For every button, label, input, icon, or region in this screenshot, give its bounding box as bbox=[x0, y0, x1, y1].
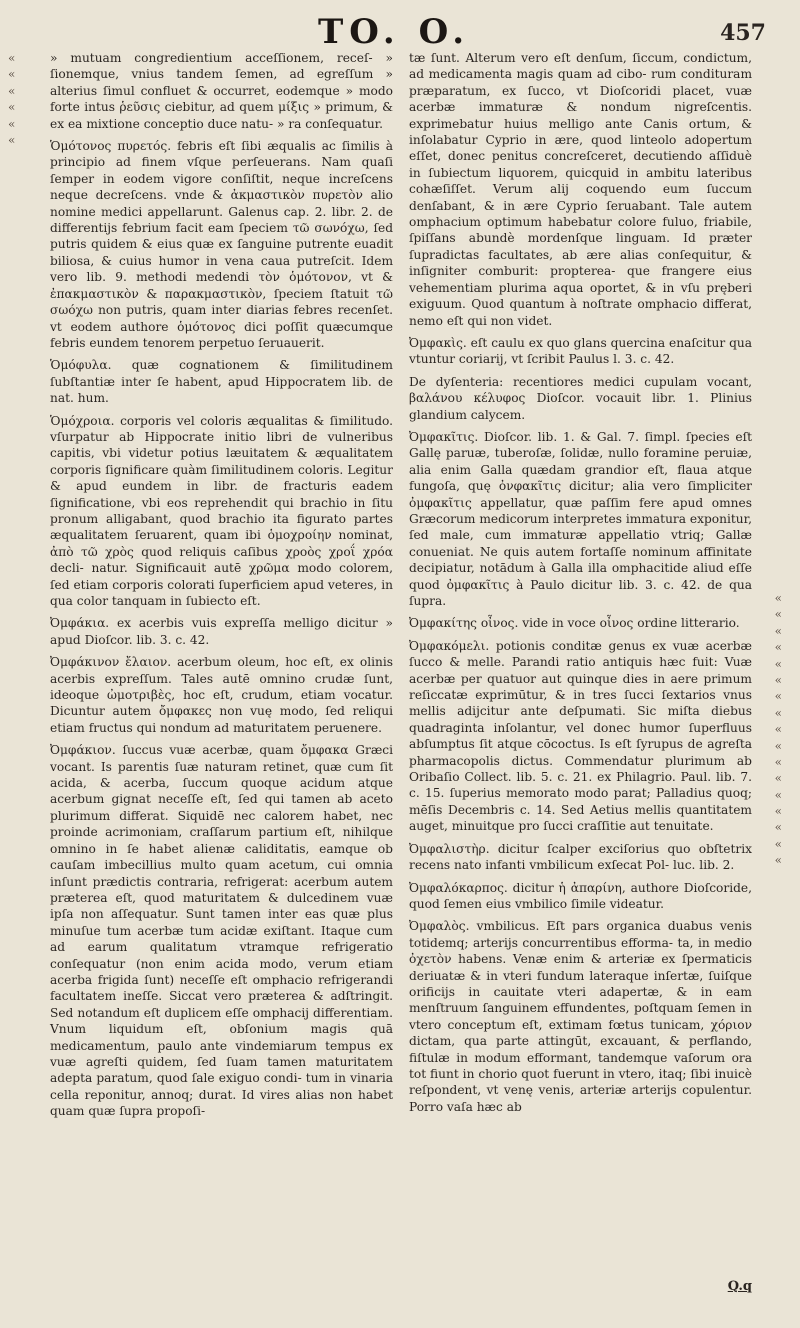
margin-mark: « bbox=[774, 689, 782, 704]
margin-mark: « bbox=[8, 100, 16, 115]
margin-mark: « bbox=[774, 754, 782, 769]
margin-mark: « bbox=[774, 656, 782, 671]
entry-omphakitis: Ὀμφακῖτις. Dioſcor. lib. 1. & Gal. 7. ſimpl. ſpecies eſt Gallę paruæ, tuberoſæ, ſolidæ, nullo foramine peruiæ, alia enim Galla quædam grandior eſt, flaua atque fungoſa, quę ὀνφακῖτις dicitur; alia vero ſimpliciter ὀμφακῖτις appellatur, quæ paſſim fere apud omnes Græcorum medicorum interpretes immatura exponitur, ſed male, cum immaturæ appellatio vtriq; Gallæ conueniat. Ne quis autem fortaſſe nominum affinitate decipiatur, notādum à Galla illa omphacitide aliud eſſe quod ὀμφακῖτις à Paulo dicitur lib. 3. c. 42. de qua ſupra. bbox=[409, 429, 752, 608]
entry-omphakis: Ὀμφακὶς. eſt caulu ex quo glans quercina enaſcitur qua vtuntur coriarij, vt ſcribit Paulus l. 3. c. 42. bbox=[409, 335, 752, 367]
entry-dysenteria: De dyſenteria: recentiores medici cupulam vocant, βαλάνου κέλυφος Dioſcor. vocauit libr. 1. Plinius glandium calycem. bbox=[409, 374, 752, 422]
entry-homophyla: Ὁμόφυλα. quæ cognationem & ſimilitudinem ſubſtantiæ inter ſe habent, apud Hippocratem lib. de nat. hum. bbox=[50, 358, 393, 406]
entry-omphakites-oinos: Ὀμφακίτης οἶνος. vide in voce οἶνος ordine litterario. bbox=[409, 616, 740, 631]
margin-mark: « bbox=[774, 640, 782, 655]
margin-mark: « bbox=[774, 853, 782, 868]
entry-omphakomeli: Ὀμφακόμελι. potionis conditæ genus ex vuæ acerbæ ſucco & melle. Parandi ratio antiquis hæc fuit: Vuæ acerbæ per quatuor aut quinque dies in aere primum reſiccatæ exprimūtur, & in tres ſucci ſextarios vnus mellis adijcitur ante deſpumati. Sic miſta diebus quadraginta inſolantur, vel donec humor ſuperfluus abſumptus ſit atque cōcoctus. Is eſt ſyrupus de agreſta pharmacopolis dictus. Commendatur plurimum ab Oribaſio Collect. lib. 5. c. 21. ex Philagrio. Paul. lib. 7. c. 15. ſuperius memorato modo parat; Palladius quoq; mēſis Decembris c. 14. Sed Aetius mellis quantitatem auget, minuitque pro ſucci craſſitie aut tenuitate. bbox=[409, 638, 752, 834]
margin-mark: « bbox=[8, 51, 16, 65]
margin-mark: « bbox=[774, 722, 782, 737]
page-number: 457 bbox=[720, 20, 766, 46]
margin-mark: « bbox=[774, 820, 782, 835]
text-columns bbox=[8, 50, 782, 1298]
entry-omphakion: Ὀμφάκιον. ſuccus vuæ acerbæ, quam ὄμφακα Græci vocant. Is parentis ſuæ naturam retinet, quæ cum ſit acida, & acerba, ſuccum quoque acidum atque acerbum gignat neceſſe eſt, ſed qui tamen ab aceto plurimum differat. Siquidē nec calorem habet, nec proinde acrimoniam, craſſarum partium eſt, nihilque omnino in ſe habet alienæ caliditatis, eamque ob cauſam imbecillius multo quam acetum, cui omnia inſunt prædictis contraria, refrigerat: acerbum autem præterea eſt, quod maturitatem & dulcedinem vuæ ipſa non aſſequatur. Sunt tamen inter eas quæ plus minuſue tum acerbæ tum acidæ exiſtant. Itaque cum ad earum qualitatum vtramque refrigeratio conſequatur (non enim acida modo, verum etiam acerba frigida ſunt) neceſſe eſt omphacio refrigerandi facultatem ineſſe. Siccat vero præterea & adſtringit. Sed notandum eſt duplicem eſſe omphacij differentiam. Vnum liquidum eſt, obſonium magis quā medicamentum, paulo ante vindemiarum tempus ex vuæ agreſti quidem, ſed ſuam tamen maturitatem adepta paratum, quod ſale exiguo condi- tum in vinaria cella reponitur, annoq; durat. Id vires alias non habet quam quæ ſupra propoſi- bbox=[50, 743, 393, 1119]
entry-omphalokarpos: Ὀμφαλόκαρπος. dicitur ἡ ἀπαρίνη, authore Dioſcoride, quod ſemen eius vmbilico ſimile videatur. bbox=[409, 880, 752, 911]
left-column bbox=[8, 50, 393, 1298]
margin-mark: « bbox=[774, 787, 782, 802]
margin-mark: « bbox=[774, 836, 782, 851]
catchword: Q.q bbox=[727, 1279, 752, 1294]
margin-mark: « bbox=[774, 738, 782, 753]
margin-mark: « bbox=[8, 116, 16, 131]
entry-homotonos: Ὁμότονος πυρετός. febris eſt ſibi æqualis ac ſimilis à principio ad finem vſque perſeuerans. Nam quaſi ſemper in eodem vigore conſiſtit, neque increſcens neque decreſcens. vnde & ἀκμαστικὸν πυρετὸν alio nomine medici appellarunt. Galenus cap. 2. libr. 2. de differentijs febrium facit eam ſpeciem τῶ σωνόχω, ſed putris quidem & eius quæ ex ſanguine putrente euadit biliosa, & cuius humor in vena caua putreſcit. Idem vero lib. 9. methodi medendi τὸν ὁμότονον, vt & ἐπακμαστικὸν & παρακμαστικὸν, ſpeciem ſtatuit τῶ σωόχω non putris, quam inter diarias febres recenſet. vt eodem authore ὁμότονος dici poſſit quæcumque febris eundem tenorem perpetuo ſeruauerit. bbox=[50, 139, 393, 350]
entry-paragraph: » mutuam congredientium acceſſionem, receſ- » ſionemque, vnius tandem ſemen, ad egreſſum » alterius ſimul confluet & occurret, eodemque » modo forte intus ῥεῦσις ciebitur, ad quem μίξις » primum, & ex ea mixtione conceptio duce natu- » ra conſequatur. bbox=[50, 51, 393, 131]
entry-omphalister: Ὀμφαλιστὴρ. dicitur ſcalper exciſorius quo obſtetrix recens nato infanti vmbilicum exſecat Pol- luc. lib. 2. bbox=[409, 841, 752, 873]
margin-mark: « bbox=[774, 804, 782, 819]
margin-mark: « bbox=[774, 591, 782, 605]
margin-mark: « bbox=[774, 771, 782, 786]
entry-omphalos: Ὀμφαλὸς. vmbilicus. Eſt pars organica duabus venis totidemq; arterijs concurrentibus efforma- ta, in medio ὀχετὸν habens. Venæ enim & arteriæ ex ſpermaticis deriuatæ & in vteri fundum lateraque inſertæ, ſuiſque orificijs in cauitate vteri adapertæ, & in eam menſtruum ſanguinem effundentes, poſtquam ſemen in vtero conceptum eſt, extimam fœtus tunicam, χόριον dictam, qua parte attingūt, excauant, & perflando, fiſtulæ in modum efformant, tandemque vaſorum ora tot fiunt in chorio quot fuerunt in vtero, itaq; ſibi inuicè reſpondent, vt venę venis, arteriæ arterijs copulentur. Porro vaſa hæc ab bbox=[409, 919, 752, 1114]
margin-mark: « bbox=[774, 705, 782, 720]
margin-mark: « bbox=[8, 132, 16, 147]
margin-mark: « bbox=[774, 672, 782, 687]
entry-continuation: tæ ſunt. Alterum vero eſt denſum, ſiccum, condictum, ad medicamenta magis quam ad cibo- rum condituram præparatum, ex ſucco, vt Dioſcoridi placet, vuæ acerbæ immaturæ & nondum nigreſcentis. exprimebatur huius melligo ante Canis ortum, & inſolabatur Cyprio in ære, quod linteolo adopertum eſſet, donec penitus concreſceret, decutiendo aſſiduè in ſubiectum liquorem, quicquid in ambitu lateribus cohæſiſſet. Verum alij coquendo eum ſuccum denſabant, & in ære Cyprio ſeruabant. Tale autem omphacium optimum habebatur colore fuluo, friabile, ſpiſſans abundè mordenſque linguam. Id præter ſupradictas facultates, ab ære alias conſequitur, & inſigniter comburit: propterea- que frangere eius vehementiam plurima aqua oportet, & in vſu pręberi exiguum. Quod quantum à noſtrate omphacio differat, nemo eſt qui non videt. bbox=[409, 51, 752, 328]
margin-mark: « bbox=[8, 67, 16, 82]
entry-omphakia: Ὀμφάκια. ex acerbis vuis expreſſa melligo dicitur » apud Dioſcor. lib. 3. c. 42. bbox=[50, 616, 393, 647]
right-margin-quote-marks bbox=[760, 590, 782, 869]
margin-mark: « bbox=[774, 607, 782, 622]
margin-mark: « bbox=[774, 623, 782, 638]
left-margin-quote-marks bbox=[8, 50, 42, 148]
right-column bbox=[409, 50, 782, 1298]
margin-mark: « bbox=[8, 83, 16, 98]
page-header bbox=[0, 12, 800, 52]
running-head: TO. O. bbox=[318, 12, 471, 52]
entry-omphakinon-elaion: Ὀμφάκινον ἔλαιον. acerbum oleum, hoc eſt, ex olinis acerbis expreſſum. Tales autē omnino crudæ ſunt, ideoque ὠμοτριβὲς, hoc eſt, crudum, etiam vocatur. Dicuntur autem ὄμφακες non vuę modo, ſed reliqui etiam fructus qui nondum ad maturitatem peruenere. bbox=[50, 655, 393, 735]
entry-homochroia: Ὁμόχροια. corporis vel coloris æqualitas & ſimilitudo. vſurpatur ab Hippocrate initio libri de vulneribus capitis, vbi videtur potius læuitatem & æqualitatem corporis ſignificare quàm ſimilitudinem coloris. Legitur & apud eundem in libr. de fracturis eadem ſignificatione, vbi eos reprehendit qui brachio in ſitu pronum alligabant, quod brachio ita figurato partes æqualitatem ſeruarent, quam ibi ὁμοχροίην nominat, ἀπὸ τῶ χρὸς quod reliquis caſibus χροὸς χροΐ χρόα decli- natur. Significauit autē χρῶμα modo colorem, ſed etiam corporis colorati ſuperficiem apud veteres, in qua color tanquam in ſubiecto eſt. bbox=[50, 413, 393, 608]
